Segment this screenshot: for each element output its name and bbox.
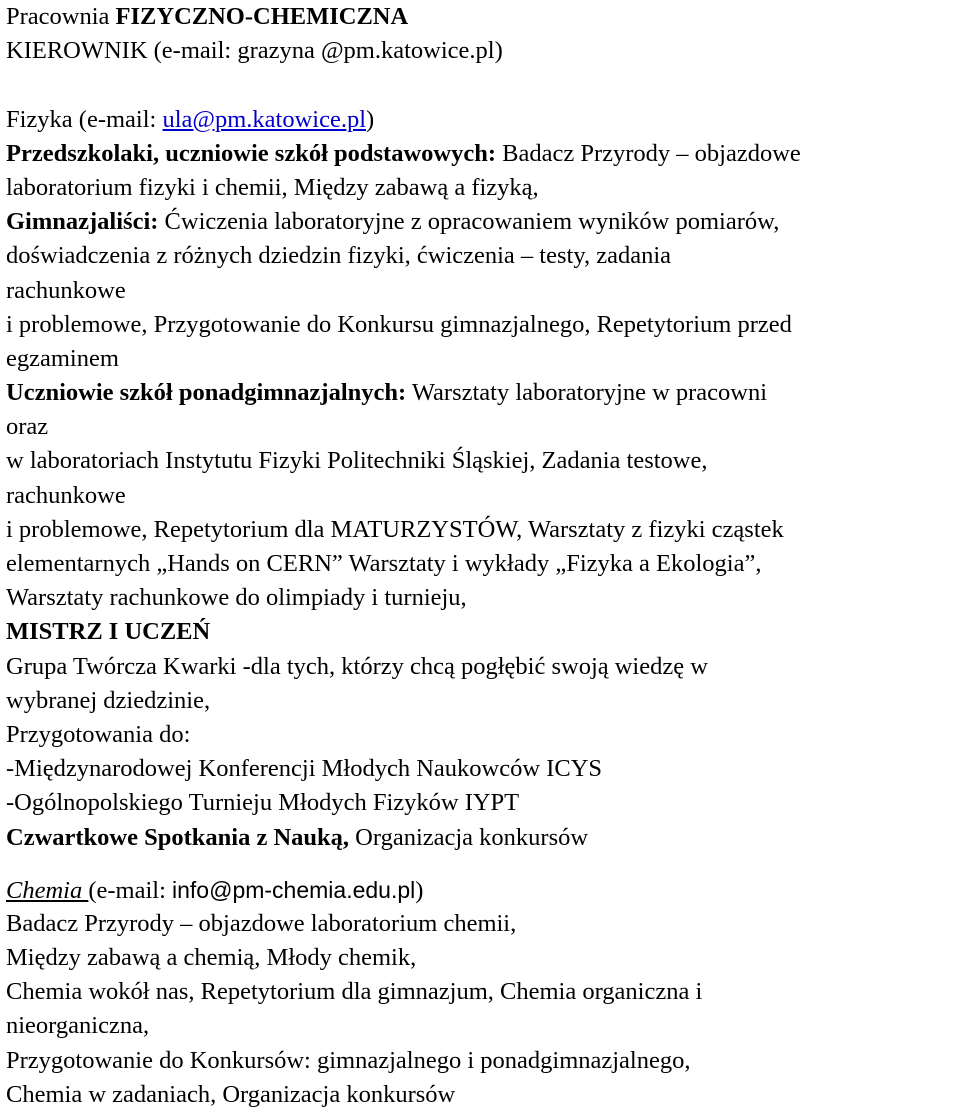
- fizyka-line-4: doświadczenia z różnych dziedzin fizyki, ćwiczenia – testy, zadania: [6, 242, 672, 270]
- fizyka-line-6: i problemowe, Przygotowanie do Konkursu gimnazjalnego, Repetytorium przed: [6, 310, 792, 338]
- fizyka-heading: [6, 103, 960, 137]
- chemia-line-1: Badacz Przyrody – objazdowe laboratorium chemii,: [6, 909, 517, 937]
- fizyka-line-9: oraz: [6, 413, 49, 441]
- spacer: [6, 68, 960, 102]
- fizyka-line-14: Warsztaty rachunkowe do olimpiady i turnieju,: [6, 584, 467, 612]
- chemia-line-3: Chemia wokół nas, Repetytorium dla gimnazjum, Chemia organiczna i: [6, 978, 703, 1006]
- chemia-email-close: ): [415, 876, 424, 904]
- fizyka-line-19: -Międzynarodowej Konferencji Młodych Naukowców ICYS: [6, 755, 603, 783]
- fizyka-line-5: rachunkowe: [6, 276, 126, 304]
- fizyka-title: Fizyka (e-mail:: [6, 105, 163, 133]
- fizyka-line-7: egzaminem: [6, 344, 119, 372]
- fizyka-line-10: w laboratoriach Instytutu Fizyki Politechniki Śląskiej, Zadania testowe,: [6, 447, 708, 475]
- fizyka-line-8-text: Warsztaty laboratoryjne w pracowni: [406, 379, 768, 407]
- chemia-heading: [6, 873, 960, 907]
- lab-title-prefix: Pracownia: [6, 3, 116, 30]
- fizyka-line-15: [6, 615, 960, 649]
- spacer: [6, 855, 960, 873]
- fizyka-email-link[interactable]: ula@pm.katowice.pl: [162, 105, 367, 133]
- mistrz-i-uczen-heading: MISTRZ I UCZEŃ: [6, 618, 211, 646]
- fizyka-line-21: [6, 821, 960, 855]
- fizyka-line-1-text: Badacz Przyrody – objazdowe: [496, 139, 801, 167]
- chemia-line-5: Przygotowanie do Konkursów: gimnazjalnego i ponadgimnazjalnego,: [6, 1046, 691, 1074]
- fizyka-line-11: rachunkowe: [6, 481, 126, 509]
- chemia-email-label: (e-mail:: [88, 876, 173, 904]
- fizyka-line-20: -Ogólnopolskiego Turnieju Młodych Fizyków IYPT: [6, 789, 520, 817]
- fizyka-title-close: ): [366, 105, 375, 133]
- fizyka-line-13: elementarnych „Hands on CERN” Warsztaty i wykłady „Fizyka a Ekologia”,: [6, 550, 762, 577]
- chemia-line-4: nieorganiczna,: [6, 1012, 150, 1040]
- fizyka-line-12: i problemowe, Repetytorium dla MATURZYSTÓW, Warsztaty z fizyki cząstek: [6, 515, 784, 543]
- chemia-title: Chemia: [6, 876, 89, 904]
- lab-name: FIZYCZNO-CHEMICZNA: [115, 3, 409, 30]
- group-gimnazjum-label: Gimnazjaliści:: [6, 208, 159, 236]
- chemia-email[interactable]: info@pm-chemia.edu.pl: [172, 876, 416, 903]
- czwartkowe-spotkania-label: Czwartkowe Spotkania z Nauką,: [6, 823, 350, 851]
- lab-title: [6, 0, 960, 34]
- group-secondary-label: Uczniowie szkół ponadgimnazjalnych:: [6, 379, 407, 407]
- group-preschool-label: Przedszkolaki, uczniowie szkół podstawowych:: [6, 139, 496, 167]
- fizyka-line-8: [6, 376, 960, 410]
- fizyka-line-16: Grupa Twórcza Kwarki -dla tych, którzy chcą pogłębić swoją wiedzę w: [6, 652, 708, 680]
- fizyka-line-17: wybranej dziedzinie,: [6, 686, 211, 714]
- chemia-line-6: Chemia w zadaniach, Organizacja konkursów: [6, 1080, 456, 1108]
- chemia-line-2: Między zabawą a chemią, Młody chemik,: [6, 944, 417, 972]
- fizyka-line-3: [6, 205, 960, 239]
- fizyka-line-21-text: Organizacja konkursów: [349, 823, 589, 851]
- fizyka-line-1: [6, 137, 960, 171]
- fizyka-line-2: laboratorium fizyki i chemii, Między zabawą a fizyką,: [6, 173, 539, 201]
- fizyka-line-3-text: Ćwiczenia laboratoryjne z opracowaniem wyników pomiarów,: [158, 208, 780, 236]
- fizyka-line-18: Przygotowania do:: [6, 720, 191, 748]
- head-line: KIEROWNIK (e-mail: grazyna @pm.katowice.pl): [6, 37, 503, 65]
